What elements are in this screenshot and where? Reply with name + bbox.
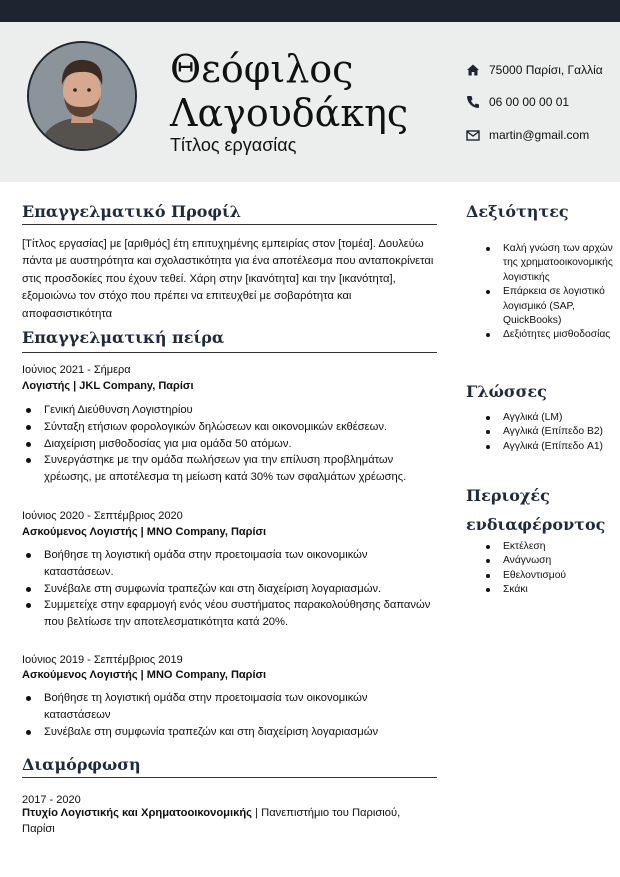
contact-email: [466, 128, 589, 142]
list-item: Αγγλικά (Επίπεδο A1): [483, 440, 615, 454]
list-item: Γενική Διεύθυνση Λογιστηρίου: [22, 402, 432, 419]
interests-heading-line2: ενδιαφέροντος: [466, 515, 606, 534]
list-item: Αγγλικά (Επίπεδο B2): [483, 425, 615, 439]
interests-heading-line1: Περιοχές: [466, 486, 550, 505]
phone-icon: [466, 95, 480, 109]
job-date: Ιούνιος 2021 - Σήμερα: [22, 364, 131, 376]
list-item: Ανάγνωση: [483, 554, 615, 568]
list-item: Αγγλικά (LM): [483, 411, 615, 425]
job-bullets: [22, 402, 432, 486]
list-item: Επάρκεια σε λογιστικό λογισμικό (SAP, QuickBooks): [483, 285, 615, 328]
list-item: Καλή γνώση των αρχών της χρηματοοικονομικής λογιστικής: [483, 242, 615, 285]
contact-phone: [466, 95, 569, 109]
home-icon: [466, 63, 480, 77]
list-item: Συνέβαλε στη συμφωνία τραπεζών και στη διαχείριση λογαριασμών.: [22, 581, 432, 598]
job-title: Τίτλος εργασίας: [170, 135, 297, 155]
school: | Πανεπιστήμιο του Παρισιού, Παρίσι: [22, 807, 401, 836]
job-role: Ασκούμενος Λογιστής | MNO Company, Παρίσι: [22, 669, 267, 681]
list-item: Σκάκι: [483, 583, 615, 597]
degree: Πτυχίο Λογιστικής και Χρηματοοικονομικής: [22, 807, 252, 819]
list-item: Δεξιότητες μισθοδοσίας: [483, 328, 615, 342]
profile-text: [Τίτλος εργασίας] με [αριθμός] έτη επιτυχημένης εμπειρίας στον [τομέα]. Δουλεύω πάντα με αυστηρότητα και σχολαστικότητα για ένα αποτέλεσμα που ανταποκρίνεται στις προσδοκίες που έχουν τεθεί. Χάρη στην [ικανότητα] και την [ικανότητα], εξομοιώνω τον στόχο που πρέπει να επιτευχθεί με σοβαρότητα και αποφασιστικότητα: [22, 238, 434, 320]
list-item: Εθελοντισμού: [483, 569, 615, 583]
list-item: Συνεργάστηκε με την ομάδα πωλήσεων για την επίλυση προβλημάτων χρέωσης, με αποτέλεσμα τη μείωση κατά 30% των σφαλμάτων χρέωσης.: [22, 452, 432, 486]
last-name: Λαγουδάκης: [170, 91, 409, 135]
profile-photo: [27, 41, 137, 151]
education-heading: Διαμόρφωση: [22, 755, 141, 774]
mail-icon: [466, 128, 480, 142]
languages-list: [483, 411, 615, 454]
education-date: 2017 - 2020: [22, 794, 81, 806]
contact-address: [466, 63, 603, 77]
experience-heading: Επαγγελματική πείρα: [22, 328, 225, 347]
languages-heading: Γλώσσες: [466, 382, 547, 401]
list-item: Συνέβαλε στη συμφωνία τραπεζών και στη διαχείριση λογαριασμών: [22, 724, 432, 741]
list-item: Συμμετείχε στην εφαρμογή ενός νέου συστήματος παρακολούθησης δαπανών που βελτίωσε την αποτελεσματικότητα κατά 20%.: [22, 597, 432, 631]
profile-heading: Επαγγελματικό Προφίλ: [22, 202, 241, 221]
phone-text: 06 00 00 00 01: [489, 95, 570, 109]
interests-heading: [466, 481, 605, 539]
education-entry: [22, 805, 432, 838]
email-text[interactable]: martin@gmail.com: [489, 128, 590, 142]
profile-divider: [22, 224, 437, 225]
job-date: Ιούνιος 2020 - Σεπτέμβριος 2020: [22, 510, 183, 522]
job-role: Ασκούμενος Λογιστής | MNO Company, Παρίσι: [22, 526, 267, 538]
first-name: Θεόφιλος: [170, 47, 354, 91]
skills-list: [483, 242, 615, 343]
experience-divider: [22, 352, 437, 353]
job-bullets: [22, 690, 432, 740]
skills-heading: Δεξιότητες: [466, 202, 569, 221]
job-role: Λογιστής | JKL Company, Παρίσι: [22, 380, 194, 392]
address-text: 75000 Παρίσι, Γαλλία: [489, 63, 603, 77]
list-item: Εκτέλεση: [483, 540, 615, 554]
interests-list: [483, 540, 615, 598]
job-bullets: [22, 547, 432, 631]
job-date: Ιούνιος 2019 - Σεπτέμβριος 2019: [22, 654, 183, 666]
full-name: [170, 47, 408, 135]
list-item: Σύνταξη ετήσιων φορολογικών δηλώσεων και οικονομικών εκθέσεων.: [22, 419, 432, 436]
list-item: Βοήθησε τη λογιστική ομάδα στην προετοιμασία των οικονομικών καταστάσεων: [22, 690, 432, 724]
top-bar: [0, 0, 620, 22]
education-divider: [22, 777, 437, 778]
list-item: Διαχείριση μισθοδοσίας για μια ομάδα 50 ατόμων.: [22, 436, 432, 453]
list-item: Βοήθησε τη λογιστική ομάδα στην προετοιμασία των οικονομικών καταστάσεων.: [22, 547, 432, 581]
